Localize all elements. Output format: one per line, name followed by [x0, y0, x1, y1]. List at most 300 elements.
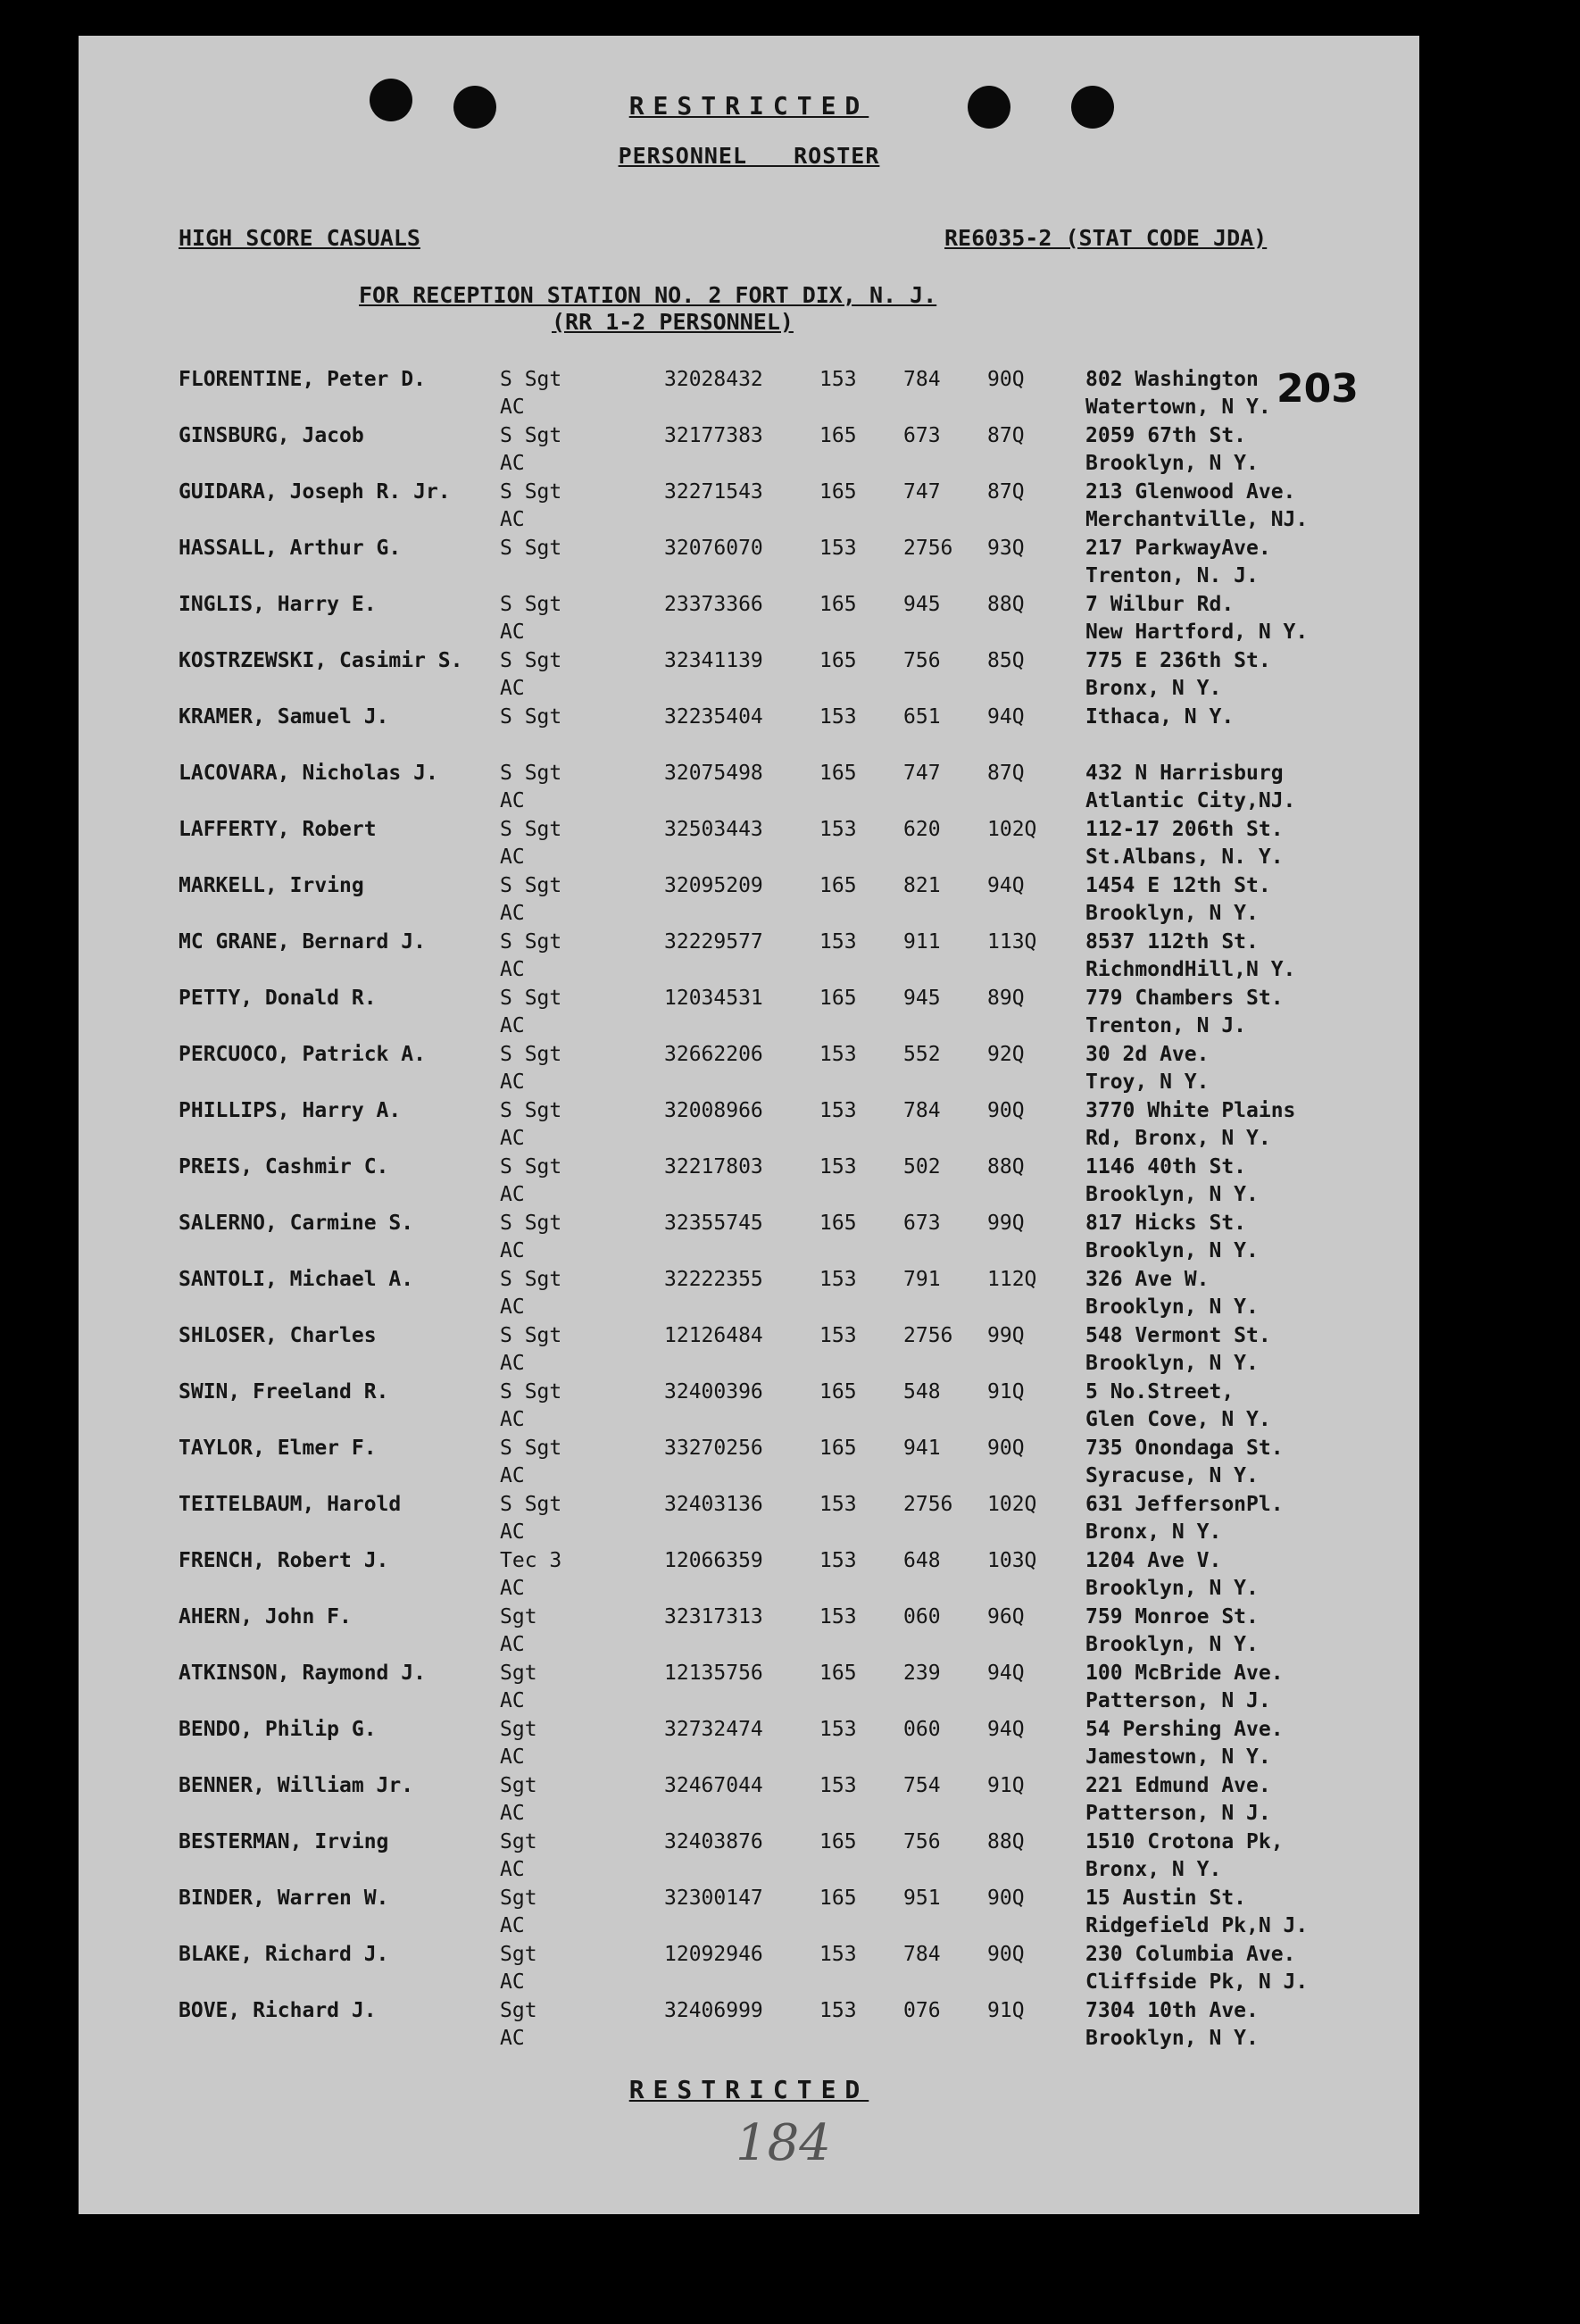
roster-rank: Sgt — [500, 1887, 537, 1910]
roster-address-line2: Trenton, N J. — [1085, 1014, 1247, 1037]
roster-score: 89Q — [987, 987, 1025, 1010]
personnel-line: (RR 1-2 PERSONNEL) — [552, 309, 794, 335]
roster-serial-number: 32075498 — [664, 762, 763, 785]
roster-code-b: 2756 — [903, 1493, 953, 1516]
table-row — [79, 1322, 1419, 1379]
roster-address-line1: 759 Monroe St. — [1085, 1605, 1259, 1628]
roster-code-b: 821 — [903, 874, 941, 897]
roster-address-line1: 2059 67th St. — [1085, 424, 1247, 447]
table-row — [79, 1885, 1419, 1941]
roster-name: KOSTRZEWSKI, Casimir S. — [179, 649, 463, 672]
roster-name: GINSBURG, Jacob — [179, 424, 364, 447]
roster-serial-number: 32095209 — [664, 874, 763, 897]
roster-rank: Sgt — [500, 1605, 537, 1628]
roster-serial-number: 12135756 — [664, 1662, 763, 1685]
table-row — [79, 1547, 1419, 1603]
roster-code-a: 153 — [819, 537, 857, 560]
handwritten-number: 184 — [736, 2114, 831, 2172]
roster-serial-number: 32317313 — [664, 1605, 763, 1628]
table-row — [79, 760, 1419, 816]
roster-address-line2: Glen Cove, N Y. — [1085, 1408, 1271, 1431]
roster-code-a: 165 — [819, 1662, 857, 1685]
roster-address-line2: Bronx, N Y. — [1085, 1858, 1222, 1881]
roster-serial-number: 32406999 — [664, 1999, 763, 2022]
roster-rank: S Sgt — [500, 1324, 562, 1347]
roster-address-line1: 548 Vermont St. — [1085, 1324, 1271, 1347]
roster-code-a: 165 — [819, 1887, 857, 1910]
table-row — [79, 704, 1419, 760]
roster-code-b: 648 — [903, 1549, 941, 1572]
roster-arm: AC — [500, 396, 525, 419]
roster-code-b: 060 — [903, 1718, 941, 1741]
roster-code-b: 651 — [903, 705, 941, 729]
roster-address-line1: 1204 Ave V. — [1085, 1549, 1222, 1572]
roster-name: BENNER, William Jr. — [179, 1774, 414, 1797]
roster-serial-number: 32467044 — [664, 1774, 763, 1797]
roster-score: 87Q — [987, 480, 1025, 504]
roster-address-line2: Brooklyn, N Y. — [1085, 1633, 1259, 1656]
table-row — [79, 1603, 1419, 1660]
table-row — [79, 1716, 1419, 1772]
table-row — [79, 985, 1419, 1041]
roster-address-line1: 1146 40th St. — [1085, 1155, 1247, 1179]
roster-score: 94Q — [987, 705, 1025, 729]
roster-name: TAYLOR, Elmer F. — [179, 1437, 377, 1460]
roster-code-b: 791 — [903, 1268, 941, 1291]
roster-name: SALERNO, Carmine S. — [179, 1212, 414, 1235]
page-number: 203 — [1276, 366, 1359, 412]
roster-arm: AC — [500, 1520, 525, 1544]
roster-name: BOVE, Richard J. — [179, 1999, 377, 2022]
table-row — [79, 1266, 1419, 1322]
roster-serial-number: 32732474 — [664, 1718, 763, 1741]
roster-arm: AC — [500, 1464, 525, 1487]
roster-address-line1: 817 Hicks St. — [1085, 1212, 1247, 1235]
roster-score: 85Q — [987, 649, 1025, 672]
table-row — [79, 1941, 1419, 1997]
roster-score: 94Q — [987, 1718, 1025, 1741]
roster-code-a: 153 — [819, 1999, 857, 2022]
roster-rank: S Sgt — [500, 1437, 562, 1460]
roster-address-line2: Troy, N Y. — [1085, 1070, 1210, 1094]
roster-serial-number: 32076070 — [664, 537, 763, 560]
roster-address-line1: 7304 10th Ave. — [1085, 1999, 1259, 2022]
roster-page — [79, 36, 1419, 2214]
roster-arm: AC — [500, 621, 525, 644]
footer-restricted: RESTRICTED — [628, 2075, 869, 2104]
roster-table — [79, 366, 1419, 2053]
roster-code-b: 2756 — [903, 1324, 953, 1347]
roster-rank: S Sgt — [500, 705, 562, 729]
roster-address-line2: Watertown, N Y. — [1085, 396, 1271, 419]
roster-score: 99Q — [987, 1324, 1025, 1347]
roster-address-line2: Brooklyn, N Y. — [1085, 452, 1259, 475]
roster-code-a: 153 — [819, 1268, 857, 1291]
roster-score: 90Q — [987, 1943, 1025, 1966]
roster-rank: S Sgt — [500, 537, 562, 560]
roster-name: BINDER, Warren W. — [179, 1887, 389, 1910]
roster-rank: S Sgt — [500, 1212, 562, 1235]
roster-score: 87Q — [987, 762, 1025, 785]
roster-serial-number: 32235404 — [664, 705, 763, 729]
table-row — [79, 816, 1419, 872]
roster-name: SHLOSER, Charles — [179, 1324, 377, 1347]
roster-code-b: 941 — [903, 1437, 941, 1460]
roster-name: TEITELBAUM, Harold — [179, 1493, 402, 1516]
roster-rank: S Sgt — [500, 874, 562, 897]
roster-name: BENDO, Philip G. — [179, 1718, 377, 1741]
roster-arm: AC — [500, 958, 525, 981]
table-row — [79, 1210, 1419, 1266]
roster-code-b: 747 — [903, 762, 941, 785]
roster-rank: S Sgt — [500, 1155, 562, 1179]
roster-code-a: 165 — [819, 1212, 857, 1235]
roster-arm: AC — [500, 1970, 525, 1994]
roster-address-line1: 30 2d Ave. — [1085, 1043, 1210, 1066]
roster-code-a: 165 — [819, 1380, 857, 1404]
roster-name: LAFFERTY, Robert — [179, 818, 377, 841]
roster-score: 90Q — [987, 368, 1025, 391]
roster-code-a: 165 — [819, 424, 857, 447]
roster-rank: Sgt — [500, 1718, 537, 1741]
roster-address-line2: Rd, Bronx, N Y. — [1085, 1127, 1271, 1150]
roster-address-line1: 1510 Crotona Pk, — [1085, 1830, 1284, 1853]
roster-code-a: 165 — [819, 1830, 857, 1853]
roster-name: FRENCH, Robert J. — [179, 1549, 389, 1572]
roster-address-line2: Atlantic City,NJ. — [1085, 789, 1296, 812]
roster-serial-number: 12066359 — [664, 1549, 763, 1572]
roster-serial-number: 32503443 — [664, 818, 763, 841]
roster-code-b: 2756 — [903, 537, 953, 560]
roster-address-line2: Brooklyn, N Y. — [1085, 1239, 1259, 1262]
roster-code-a: 153 — [819, 1943, 857, 1966]
roster-rank: S Sgt — [500, 1268, 562, 1291]
roster-address-line1: 7 Wilbur Rd. — [1085, 593, 1235, 616]
document-title: RESTRICTED — [628, 91, 869, 121]
roster-code-b: 239 — [903, 1662, 941, 1685]
roster-serial-number: 32222355 — [664, 1268, 763, 1291]
roster-address-line1: 775 E 236th St. — [1085, 649, 1271, 672]
roster-address-line2: St.Albans, N. Y. — [1085, 845, 1284, 869]
roster-address-line2: Patterson, N J. — [1085, 1689, 1271, 1712]
roster-address-line2: Ridgefield Pk,N J. — [1085, 1914, 1309, 1937]
roster-name: SANTOLI, Michael A. — [179, 1268, 414, 1291]
table-row — [79, 647, 1419, 704]
roster-serial-number: 32271543 — [664, 480, 763, 504]
roster-score: 92Q — [987, 1043, 1025, 1066]
table-row — [79, 1828, 1419, 1885]
roster-score: 102Q — [987, 1493, 1037, 1516]
roster-rank: Sgt — [500, 1830, 537, 1853]
roster-name: SWIN, Freeland R. — [179, 1380, 389, 1404]
roster-code-a: 153 — [819, 1099, 857, 1122]
roster-arm: AC — [500, 2027, 525, 2050]
roster-address-line1: 802 Washington — [1085, 368, 1259, 391]
roster-code-a: 153 — [819, 1774, 857, 1797]
roster-arm: AC — [500, 1127, 525, 1150]
roster-rank: Sgt — [500, 1662, 537, 1685]
roster-code-a: 153 — [819, 1718, 857, 1741]
roster-serial-number: 32229577 — [664, 930, 763, 954]
roster-code-b: 502 — [903, 1155, 941, 1179]
roster-name: LACOVARA, Nicholas J. — [179, 762, 438, 785]
table-row — [79, 1772, 1419, 1828]
roster-rank: S Sgt — [500, 818, 562, 841]
roster-code-b: 756 — [903, 1830, 941, 1853]
roster-code-a: 165 — [819, 762, 857, 785]
roster-score: 88Q — [987, 1155, 1025, 1179]
roster-code-b: 784 — [903, 1099, 941, 1122]
roster-address-line2: Brooklyn, N Y. — [1085, 902, 1259, 925]
roster-code-a: 153 — [819, 818, 857, 841]
roster-address-line2: New Hartford, N Y. — [1085, 621, 1309, 644]
roster-code-a: 165 — [819, 593, 857, 616]
table-row — [79, 1997, 1419, 2053]
roster-name: PERCUOCO, Patrick A. — [179, 1043, 426, 1066]
roster-arm: AC — [500, 452, 525, 475]
roster-address-line1: 8537 112th St. — [1085, 930, 1259, 954]
roster-address-line2: Trenton, N. J. — [1085, 564, 1259, 587]
roster-rank: S Sgt — [500, 1099, 562, 1122]
roster-score: 91Q — [987, 1999, 1025, 2022]
roster-code-a: 165 — [819, 649, 857, 672]
roster-code-a: 153 — [819, 368, 857, 391]
roster-code-b: 945 — [903, 987, 941, 1010]
roster-arm: AC — [500, 1070, 525, 1094]
roster-address-line2: Syracuse, N Y. — [1085, 1464, 1259, 1487]
roster-address-line2: Brooklyn, N Y. — [1085, 2027, 1259, 2050]
roster-arm: AC — [500, 508, 525, 531]
roster-score: 87Q — [987, 424, 1025, 447]
roster-address-line1: 1454 E 12th St. — [1085, 874, 1271, 897]
code-heading: RE6035-2 (STAT CODE JDA) — [944, 225, 1268, 251]
roster-serial-number: 12092946 — [664, 1943, 763, 1966]
roster-rank: S Sgt — [500, 424, 562, 447]
roster-address-line1: 779 Chambers St. — [1085, 987, 1284, 1010]
roster-score: 90Q — [987, 1437, 1025, 1460]
roster-score: 90Q — [987, 1099, 1025, 1122]
roster-arm: AC — [500, 1183, 525, 1206]
roster-address-line2: Brooklyn, N Y. — [1085, 1183, 1259, 1206]
group-heading: HIGH SCORE CASUALS — [179, 225, 420, 251]
roster-code-b: 945 — [903, 593, 941, 616]
roster-code-b: 552 — [903, 1043, 941, 1066]
roster-score: 94Q — [987, 874, 1025, 897]
roster-arm: AC — [500, 1689, 525, 1712]
roster-score: 90Q — [987, 1887, 1025, 1910]
roster-serial-number: 32341139 — [664, 649, 763, 672]
roster-serial-number: 23373366 — [664, 593, 763, 616]
roster-name: INGLIS, Harry E. — [179, 593, 377, 616]
roster-rank: S Sgt — [500, 1043, 562, 1066]
roster-address-line2: RichmondHill,N Y. — [1085, 958, 1296, 981]
roster-name: GUIDARA, Joseph R. Jr. — [179, 480, 451, 504]
station-line: FOR RECEPTION STATION NO. 2 FORT DIX, N. J. — [359, 282, 937, 308]
roster-address-line1: Ithaca, N Y. — [1085, 705, 1235, 729]
roster-name: MARKELL, Irving — [179, 874, 364, 897]
roster-code-b: 673 — [903, 424, 941, 447]
table-row — [79, 1435, 1419, 1491]
roster-address-line1: 100 McBride Ave. — [1085, 1662, 1284, 1685]
roster-address-line1: 631 JeffersonPl. — [1085, 1493, 1284, 1516]
roster-code-a: 165 — [819, 874, 857, 897]
roster-arm: AC — [500, 1633, 525, 1656]
roster-serial-number: 32028432 — [664, 368, 763, 391]
roster-score: 96Q — [987, 1605, 1025, 1628]
roster-arm: AC — [500, 1577, 525, 1600]
table-row — [79, 1379, 1419, 1435]
roster-address-line2: Bronx, N Y. — [1085, 1520, 1222, 1544]
roster-address-line1: 213 Glenwood Ave. — [1085, 480, 1296, 504]
roster-arm: AC — [500, 1295, 525, 1319]
roster-arm: AC — [500, 845, 525, 869]
roster-score: 99Q — [987, 1212, 1025, 1235]
roster-rank: S Sgt — [500, 987, 562, 1010]
roster-name: PETTY, Donald R. — [179, 987, 377, 1010]
roster-rank: S Sgt — [500, 649, 562, 672]
roster-rank: Sgt — [500, 1774, 537, 1797]
roster-rank: S Sgt — [500, 368, 562, 391]
roster-address-line1: 221 Edmund Ave. — [1085, 1774, 1271, 1797]
roster-serial-number: 32300147 — [664, 1887, 763, 1910]
table-row — [79, 479, 1419, 535]
roster-rank: S Sgt — [500, 762, 562, 785]
roster-address-line2: Bronx, N Y. — [1085, 677, 1222, 700]
table-row — [79, 366, 1419, 422]
roster-arm: AC — [500, 1239, 525, 1262]
table-row — [79, 1041, 1419, 1097]
roster-code-a: 153 — [819, 1324, 857, 1347]
roster-rank: Tec 3 — [500, 1549, 562, 1572]
roster-serial-number: 32662206 — [664, 1043, 763, 1066]
roster-code-b: 548 — [903, 1380, 941, 1404]
roster-arm: AC — [500, 1408, 525, 1431]
roster-serial-number: 32355745 — [664, 1212, 763, 1235]
roster-score: 103Q — [987, 1549, 1037, 1572]
roster-code-a: 165 — [819, 1437, 857, 1460]
roster-score: 94Q — [987, 1662, 1025, 1685]
roster-name: PREIS, Cashmir C. — [179, 1155, 389, 1179]
roster-serial-number: 32008966 — [664, 1099, 763, 1122]
roster-address-line1: 112-17 206th St. — [1085, 818, 1284, 841]
roster-code-b: 784 — [903, 368, 941, 391]
roster-address-line2: Cliffside Pk, N J. — [1085, 1970, 1309, 1994]
roster-name: PHILLIPS, Harry A. — [179, 1099, 402, 1122]
roster-score: 88Q — [987, 593, 1025, 616]
roster-name: AHERN, John F. — [179, 1605, 352, 1628]
roster-address-line2: Brooklyn, N Y. — [1085, 1295, 1259, 1319]
roster-rank: S Sgt — [500, 1493, 562, 1516]
roster-rank: S Sgt — [500, 1380, 562, 1404]
roster-rank: Sgt — [500, 1943, 537, 1966]
roster-serial-number: 12034531 — [664, 987, 763, 1010]
roster-arm: AC — [500, 1802, 525, 1825]
roster-name: BLAKE, Richard J. — [179, 1943, 389, 1966]
roster-arm: AC — [500, 902, 525, 925]
table-row — [79, 1491, 1419, 1547]
roster-name: HASSALL, Arthur G. — [179, 537, 402, 560]
roster-address-line1: 54 Pershing Ave. — [1085, 1718, 1284, 1741]
roster-address-line1: 15 Austin St. — [1085, 1887, 1247, 1910]
roster-address-line2: Jamestown, N Y. — [1085, 1745, 1271, 1769]
roster-address-line1: 217 ParkwayAve. — [1085, 537, 1271, 560]
table-row — [79, 1660, 1419, 1716]
roster-code-a: 153 — [819, 705, 857, 729]
roster-code-b: 756 — [903, 649, 941, 672]
table-row — [79, 422, 1419, 479]
roster-code-b: 747 — [903, 480, 941, 504]
roster-score: 91Q — [987, 1774, 1025, 1797]
table-row — [79, 872, 1419, 929]
roster-serial-number: 32403876 — [664, 1830, 763, 1853]
roster-code-a: 153 — [819, 1605, 857, 1628]
roster-name: FLORENTINE, Peter D. — [179, 368, 426, 391]
roster-address-line1: 3770 White Plains — [1085, 1099, 1296, 1122]
roster-name: ATKINSON, Raymond J. — [179, 1662, 426, 1685]
roster-score: 113Q — [987, 930, 1037, 954]
roster-serial-number: 32217803 — [664, 1155, 763, 1179]
roster-code-a: 165 — [819, 987, 857, 1010]
roster-serial-number: 32400396 — [664, 1380, 763, 1404]
roster-arm: AC — [500, 789, 525, 812]
roster-serial-number: 32177383 — [664, 424, 763, 447]
roster-score: 112Q — [987, 1268, 1037, 1291]
roster-rank: S Sgt — [500, 930, 562, 954]
roster-arm: AC — [500, 1914, 525, 1937]
roster-arm: AC — [500, 1014, 525, 1037]
roster-serial-number: 32403136 — [664, 1493, 763, 1516]
roster-arm: AC — [500, 1858, 525, 1881]
roster-address-line1: 5 No.Street, — [1085, 1380, 1235, 1404]
roster-arm: AC — [500, 1745, 525, 1769]
table-row — [79, 1097, 1419, 1154]
roster-address-line2: Brooklyn, N Y. — [1085, 1577, 1259, 1600]
roster-address-line2: Patterson, N J. — [1085, 1802, 1271, 1825]
roster-code-b: 911 — [903, 930, 941, 954]
roster-code-a: 153 — [819, 1549, 857, 1572]
roster-code-a: 153 — [819, 1493, 857, 1516]
roster-code-b: 076 — [903, 1999, 941, 2022]
roster-code-b: 673 — [903, 1212, 941, 1235]
roster-code-a: 153 — [819, 1155, 857, 1179]
roster-score: 88Q — [987, 1830, 1025, 1853]
roster-address-line2: Brooklyn, N Y. — [1085, 1352, 1259, 1375]
roster-address-line1: 230 Columbia Ave. — [1085, 1943, 1296, 1966]
roster-name: KRAMER, Samuel J. — [179, 705, 389, 729]
roster-serial-number: 33270256 — [664, 1437, 763, 1460]
roster-code-b: 754 — [903, 1774, 941, 1797]
roster-rank: S Sgt — [500, 480, 562, 504]
roster-address-line1: 326 Ave W. — [1085, 1268, 1210, 1291]
table-row — [79, 929, 1419, 985]
roster-address-line2: Merchantville, NJ. — [1085, 508, 1309, 531]
table-row — [79, 1154, 1419, 1210]
roster-score: 102Q — [987, 818, 1037, 841]
roster-rank: S Sgt — [500, 593, 562, 616]
roster-code-b: 060 — [903, 1605, 941, 1628]
roster-code-b: 620 — [903, 818, 941, 841]
document-subtitle: PERSONNEL ROSTER — [618, 143, 880, 169]
table-row — [79, 591, 1419, 647]
roster-name: BESTERMAN, Irving — [179, 1830, 389, 1853]
roster-serial-number: 12126484 — [664, 1324, 763, 1347]
roster-code-b: 951 — [903, 1887, 941, 1910]
roster-arm: AC — [500, 677, 525, 700]
roster-score: 93Q — [987, 537, 1025, 560]
roster-code-a: 153 — [819, 1043, 857, 1066]
roster-name: MC GRANE, Bernard J. — [179, 930, 426, 954]
roster-score: 91Q — [987, 1380, 1025, 1404]
